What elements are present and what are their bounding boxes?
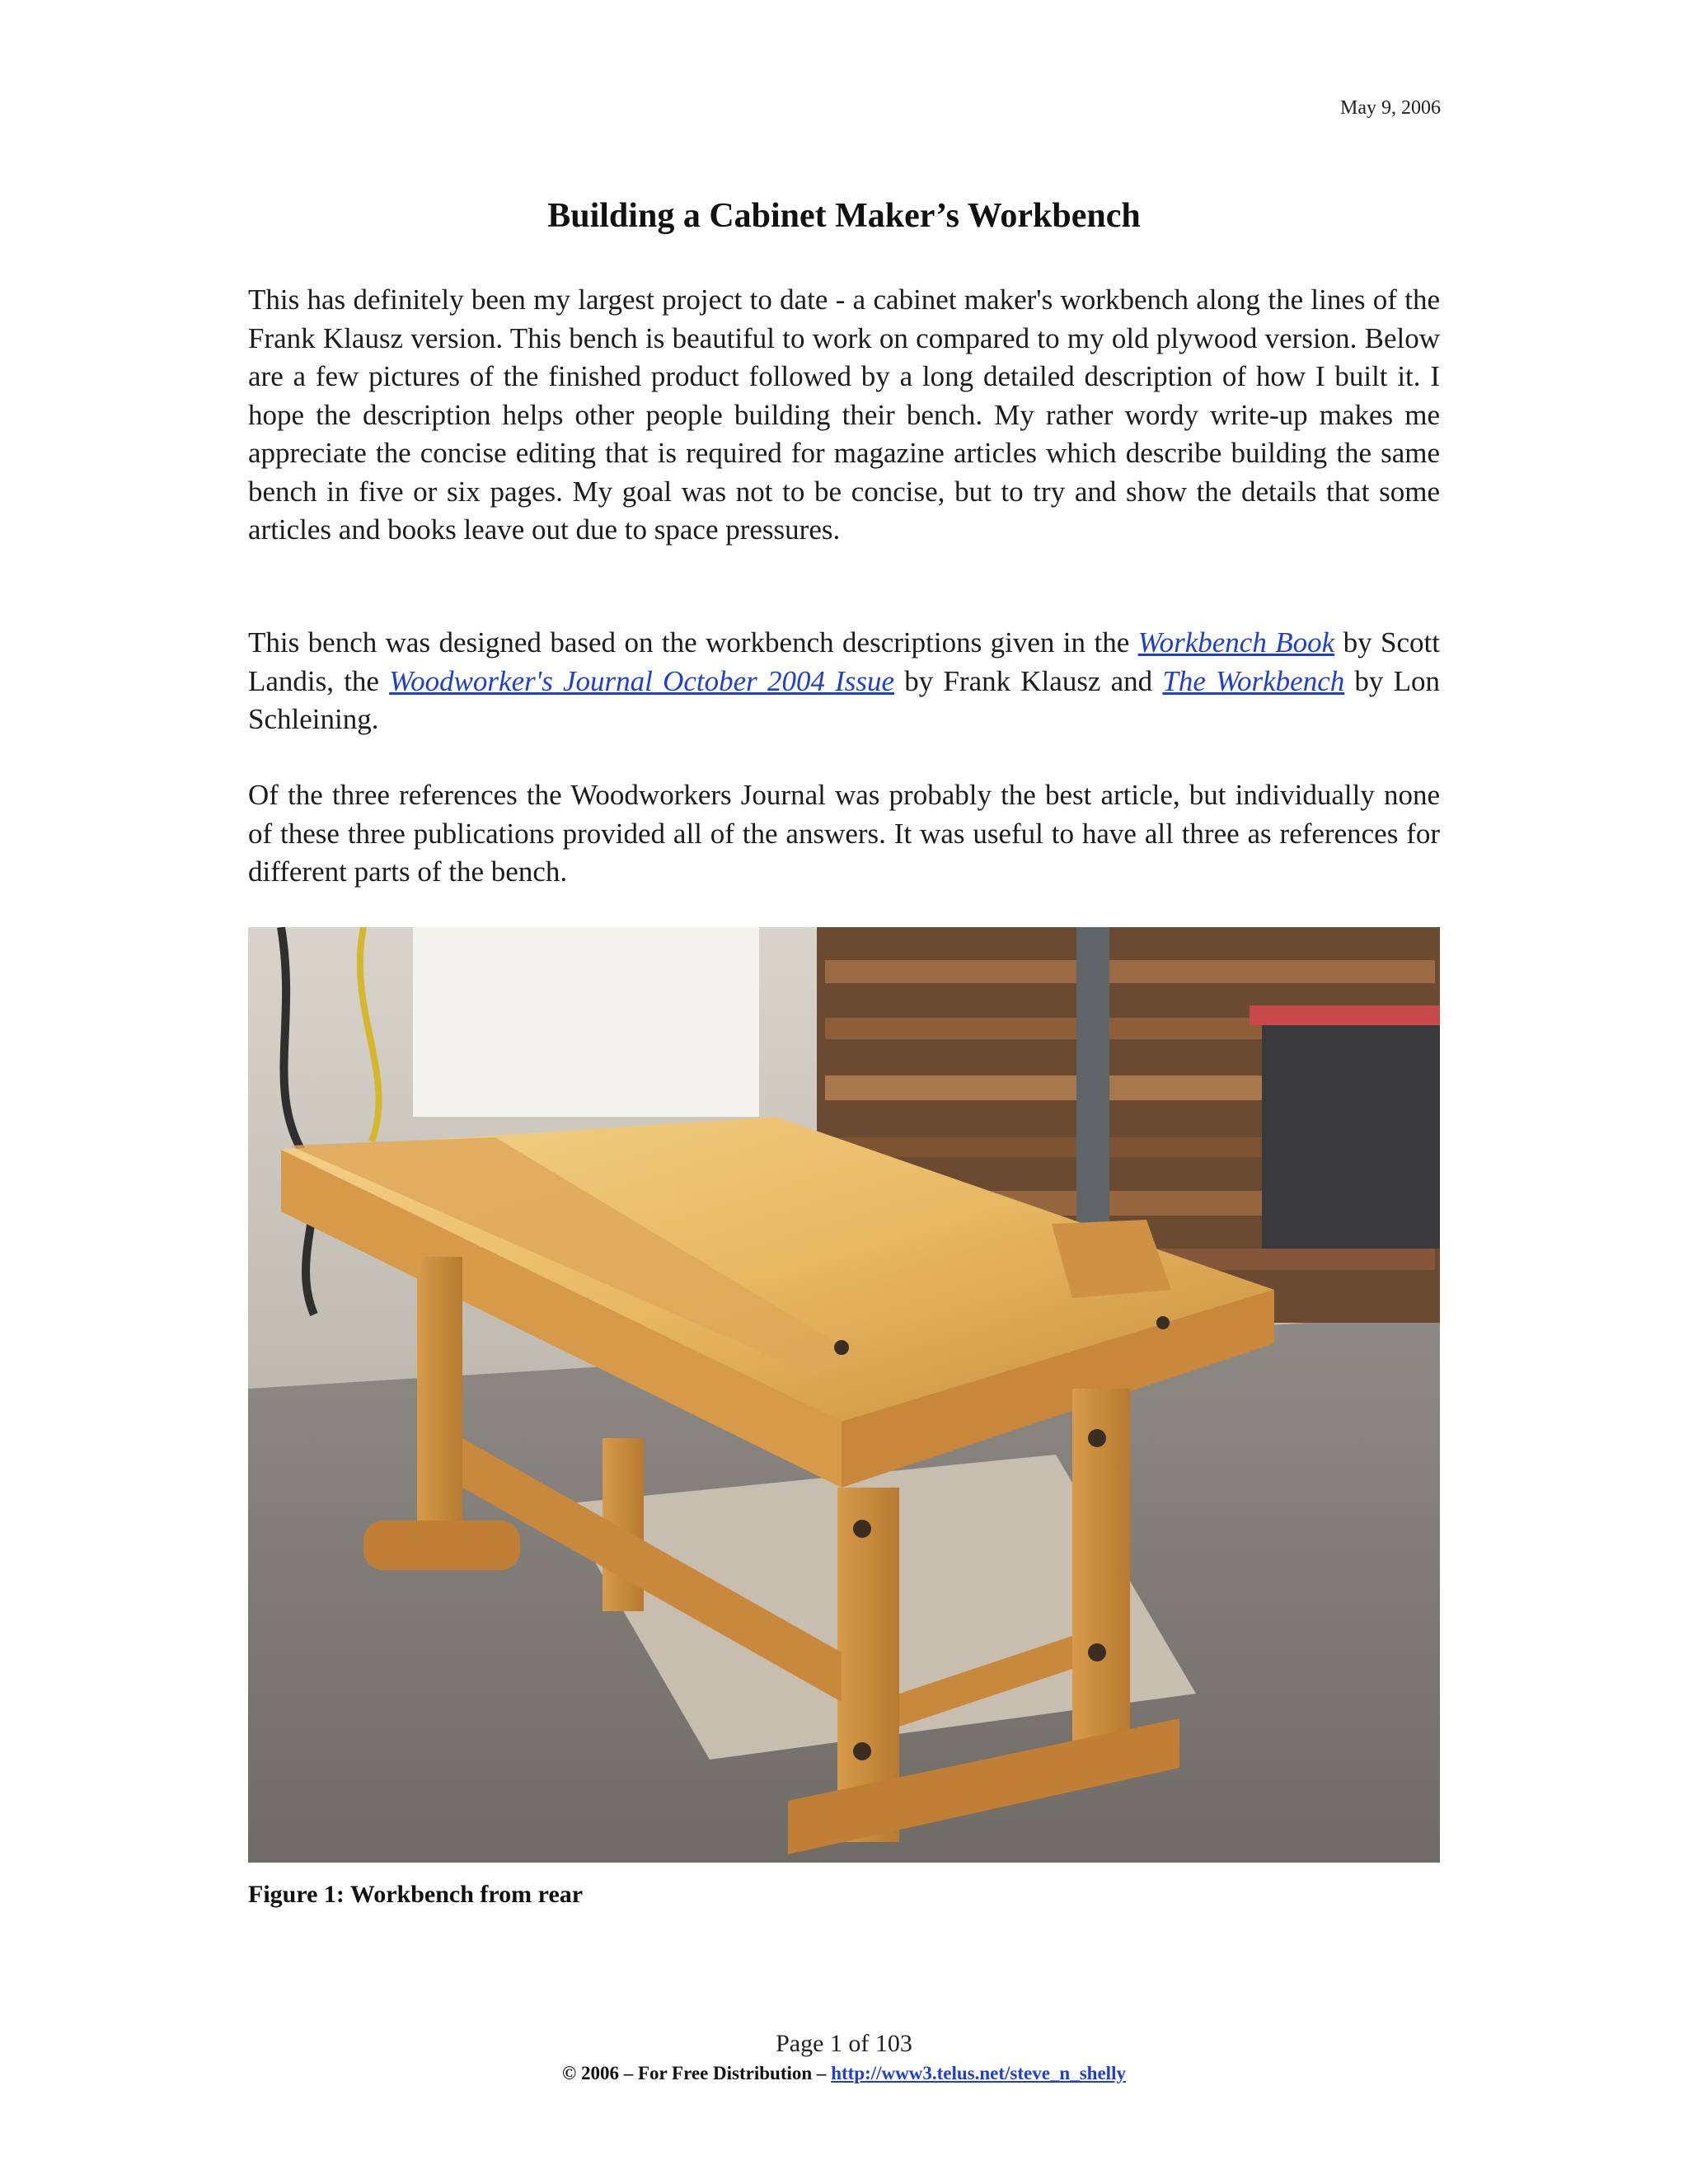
workbench-book-link[interactable]: Workbench Book [1137,626,1335,658]
references-text-3: by Frank Klausz and [894,664,1163,697]
document-title: Building a Cabinet Maker’s Workbench [547,197,1141,235]
footer-copyright [0,2063,1688,2084]
comparison-paragraph: Of the three references the Woodworkers Journal was probably the best article, but individually none of these three publications provided all of the answers. It was useful to have all three as references for different parts of the bench. [248,779,1440,888]
references-text-1: This bench was designed based on the workbench descriptions given in the [248,626,1138,658]
intro-paragraph: This has definitely been my largest project to date - a cabinet maker's workbench along the lines of the Frank Klausz version. This bench is beautiful to work on compared to my old plywood version. Below are a few pictures of the finished product followed by a long detailed description of how I built it. I hope the description helps other people building their bench. My rather wordy write-up makes me appreciate the concise editing that is required for magazine articles which describe building the same bench in five or six pages. My goal was not to be concise, but to try and show the details that some articles and books leave out due to space pressures. [248,284,1440,546]
document-date: May 9, 2006 [1340,97,1441,119]
references-text-4: by Lon Schleining. [248,664,1440,735]
woodworkers-journal-link[interactable]: Woodworker's Journal October 2004 Issue [389,664,895,697]
website-link[interactable]: http://www3.telus.net/steve_n_shelly [831,2063,1126,2083]
references-paragraph [248,624,1440,739]
copyright-text: © 2006 – For Free Distribution – [562,2063,832,2083]
workbench-photo [248,927,1440,1863]
page-number: Page 1 of 103 [776,2030,912,2057]
references-text-2: by Scott Landis, the [248,626,1440,697]
the-workbench-link[interactable]: The Workbench [1162,664,1345,697]
figure-caption: Figure 1: Workbench from rear [248,1881,584,1908]
